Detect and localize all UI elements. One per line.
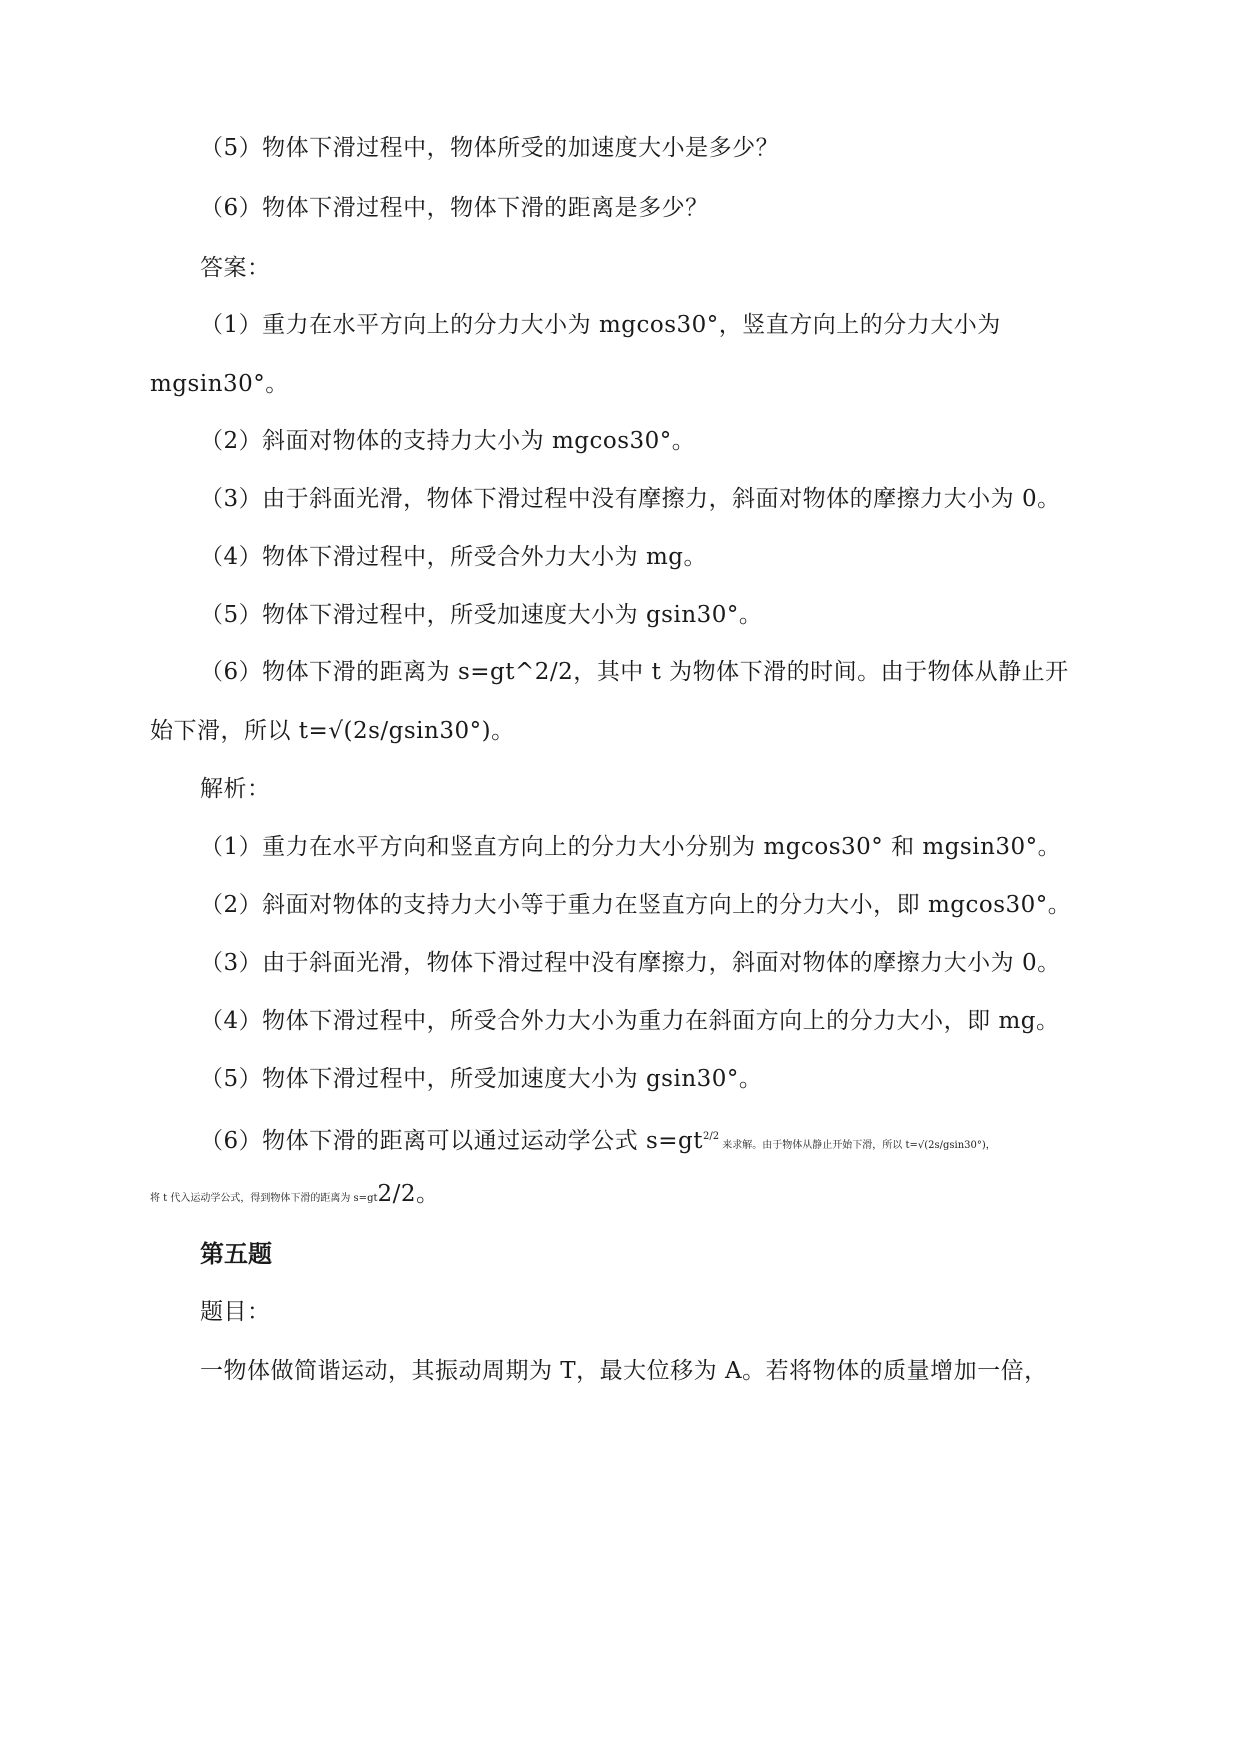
answer-6-line-2: 始下滑，所以 t=√(2s/gsin30°)。 xyxy=(150,718,515,744)
answer-3: （3）由于斜面光滑，物体下滑过程中没有摩擦力，斜面对物体的摩擦力大小为 0。 xyxy=(200,486,1061,512)
analysis-6-line-2 xyxy=(150,1179,440,1214)
question-5: （5）物体下滑过程中，物体所受的加速度大小是多少？ xyxy=(200,135,780,161)
analysis-6-line-2-small: 将 t 代入运动学公式，得到物体下滑的距离为 s=gt xyxy=(150,1193,378,1204)
answer-4: （4）物体下滑过程中，所受合外力大小为 mg。 xyxy=(200,544,707,570)
analysis-heading: 解析： xyxy=(200,776,271,802)
answer-heading: 答案： xyxy=(200,255,271,281)
question-6: （6）物体下滑过程中，物体下滑的距离是多少？ xyxy=(200,195,709,221)
answer-6-line-1: （6）物体下滑的距离为 s=gt^2/2，其中 t 为物体下滑的时间。由于物体从静止开 xyxy=(200,659,1069,685)
analysis-6-line-1 xyxy=(200,1122,996,1161)
section-5-question-text: 一物体做简谐运动，其振动周期为 T，最大位移为 A。若将物体的质量增加一倍， xyxy=(200,1358,1048,1384)
answer-2: （2）斜面对物体的支持力大小为 mgcos30°。 xyxy=(200,428,696,454)
analysis-3: （3）由于斜面光滑，物体下滑过程中没有摩擦力，斜面对物体的摩擦力大小为 0。 xyxy=(200,950,1061,976)
answer-5: （5）物体下滑过程中，所受加速度大小为 gsin30°。 xyxy=(200,602,763,628)
analysis-1: （1）重力在水平方向和竖直方向上的分力大小分别为 mgcos30° 和 mgsin30°。 xyxy=(200,834,1062,860)
analysis-6-exponent: 2/2 xyxy=(703,1131,720,1142)
analysis-6-main: （6）物体下滑的距离可以通过运动学公式 s=gt xyxy=(200,1128,703,1154)
analysis-6-line-2-end: 2/2。 xyxy=(377,1181,440,1207)
analysis-4: （4）物体下滑过程中，所受合外力大小为重力在斜面方向上的分力大小，即 mg。 xyxy=(200,1008,1060,1034)
analysis-5: （5）物体下滑过程中，所受加速度大小为 gsin30°。 xyxy=(200,1066,763,1092)
answer-1-line-1: （1）重力在水平方向上的分力大小为 mgcos30°，竖直方向上的分力大小为 xyxy=(200,312,1001,338)
analysis-2: （2）斜面对物体的支持力大小等于重力在竖直方向上的分力大小，即 mgcos30°。 xyxy=(200,892,1072,918)
section-5-heading: 第五题 xyxy=(200,1240,272,1268)
analysis-6-small-text: 来求解。由于物体从静止开始下滑，所以 t=√(2s/gsin30°)， xyxy=(719,1140,996,1151)
section-5-label: 题目： xyxy=(200,1299,271,1325)
answer-1-line-2: mgsin30°。 xyxy=(150,371,289,397)
